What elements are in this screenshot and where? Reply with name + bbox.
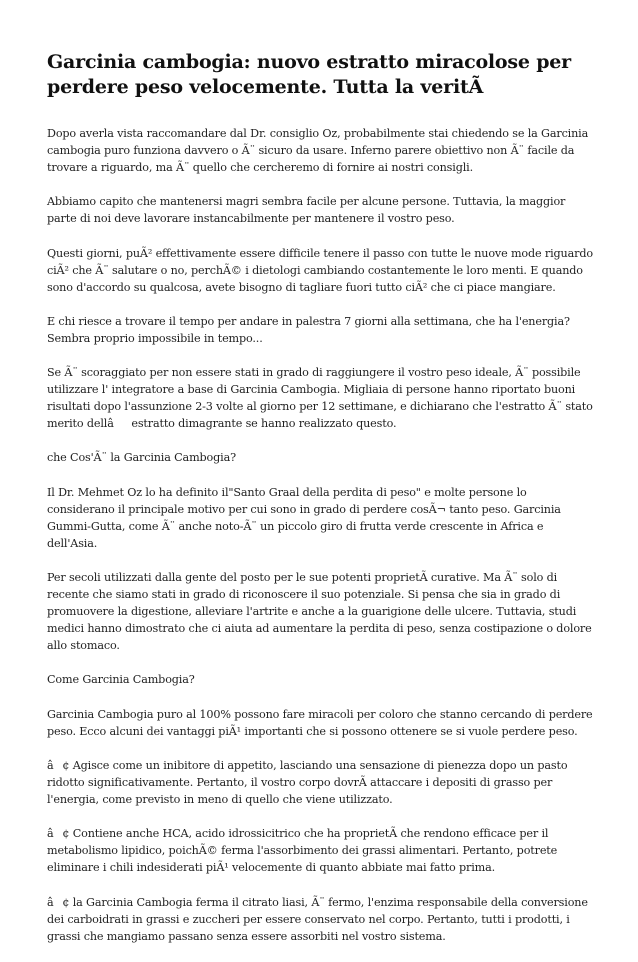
paragraph-supplement: Se Ã¨ scoraggiato per non essere stati in grado di raggiungere il vostro peso ideale, Ã¨ possibile utilizzare l' integratore a base di Garcinia Cambogia. Migliaia di persone hanno riportato buoni risultati dopo l'assunzione 2-3 volte al giorno per 12 settimane, e dichiarano che l'estratto Ã¨ stato merito dellâestratto dimagrante se hanno realizzato questo.	[47, 366, 593, 431]
article-title: Garcinia cambogia: nuovo estratto miracolose per perdere peso velocemente. Tutta la veritÃ	[47, 51, 571, 98]
paragraph-staying-slim: Abbiamo capito che mantenersi magri sembra facile per alcune persone. Tuttavia, la maggior parte di noi deve lavorare instancabilmente per mantenere il vostro peso.	[47, 195, 566, 226]
paragraph-benefits-intro: Garcinia Cambogia puro al 100% possono fare miracoli per coloro che stanno cercando di perdere peso. Ecco alcuni dei vantaggi piÃ¹ importanti che si possono ottenere se si vuole perdere peso.	[47, 707, 593, 738]
section-heading-what-is: che Cos'Ã¨ la Garcinia Cambogia?	[47, 451, 236, 465]
paragraph-dr-oz: Il Dr. Mehmet Oz lo ha definito il"Santo Graal della perdita di peso" e molte persone lo considerano il principale motivo per cui sono in grado di perdere cosÃ¬ tanto peso. Garcinia Gummi-Gutta, come Ã¨ anche noto-Ã¨ un piccolo giro di frutta verde crescente in Africa e dell'Asia.	[47, 485, 561, 550]
paragraph-history: Per secoli utilizzati dalla gente del posto per le sue potenti proprietÃ curative. Ma Ã¨ solo di recente che siamo stati in grado di riconoscere il suo potenziale. Si pensa che sia in grado di promuovere la digestione, alleviare l'artrite e anche a la guarigione delle ulcere. Tuttavia, studi medici hanno dimostrato che ci aiuta ad aumentare la perdita di peso, senza costipazione o dolore allo stomaco.	[47, 571, 592, 653]
document-page	[47, 50, 595, 962]
paragraph-intro: Dopo averla vista raccomandare dal Dr. consiglio Oz, probabilmente stai chiedendo se la Garcinia cambogia puro funziona davvero o Ã¨ sicuro da usare. Inferno parere obiettivo non Ã¨ facile da trovare a riguardo, ma Ã¨ quello che cercheremo di fornire ai nostri consigli.	[47, 127, 589, 174]
section-heading-how: Come Garcinia Cambogia?	[47, 673, 195, 687]
paragraph-gym-time: E chi riesce a trovare il tempo per andare in palestra 7 giorni alla settimana, che ha l'energia? Sembra proprio impossibile in tempo...	[47, 314, 570, 345]
bullet-appetite: â¢ Agisce come un inibitore di appetito, lasciando una sensazione di pienezza dopo un pasto ridotto significativamente. Pertanto, il vostro corpo dovrÃ attaccare i depositi di grasso per l'energia, come previsto in meno di quello che viene utilizzato.	[47, 758, 568, 806]
bullet-citrate-lyase: â¢ la Garcinia Cambogia ferma il citrato liasi, Ã¨ fermo, l'enzima responsabile della conversione dei carboidrati in grassi e zuccheri per essere conservato nel corpo. Pertanto, tutti i prodotti, i grassi che mangiamo passano senza essere assorbiti nel vostro sistema.	[47, 895, 588, 943]
bullet-hca: â¢ Contiene anche HCA, acido idrossicitrico che ha proprietÃ che rendono efficace per il metabolismo lipidico, poichÃ© ferma l'assorbimento dei grassi alimentari. Pertanto, potrete eliminare i chili indesiderati piÃ¹ velocemente di quanto abbiate mai fatto prima.	[47, 827, 558, 875]
paragraph-diet-fads: Questi giorni, puÃ² effettivamente essere difficile tenere il passo con tutte le nuove mode riguardo ciÃ² che Ã¨ salutare o no, perchÃ© i dietologi cambiando costantemente le loro menti. E quando sono d'accordo su qualcosa, avete bisogno di tagliare fuori tutto ciÃ² che ci piace mangiare.	[47, 246, 593, 294]
